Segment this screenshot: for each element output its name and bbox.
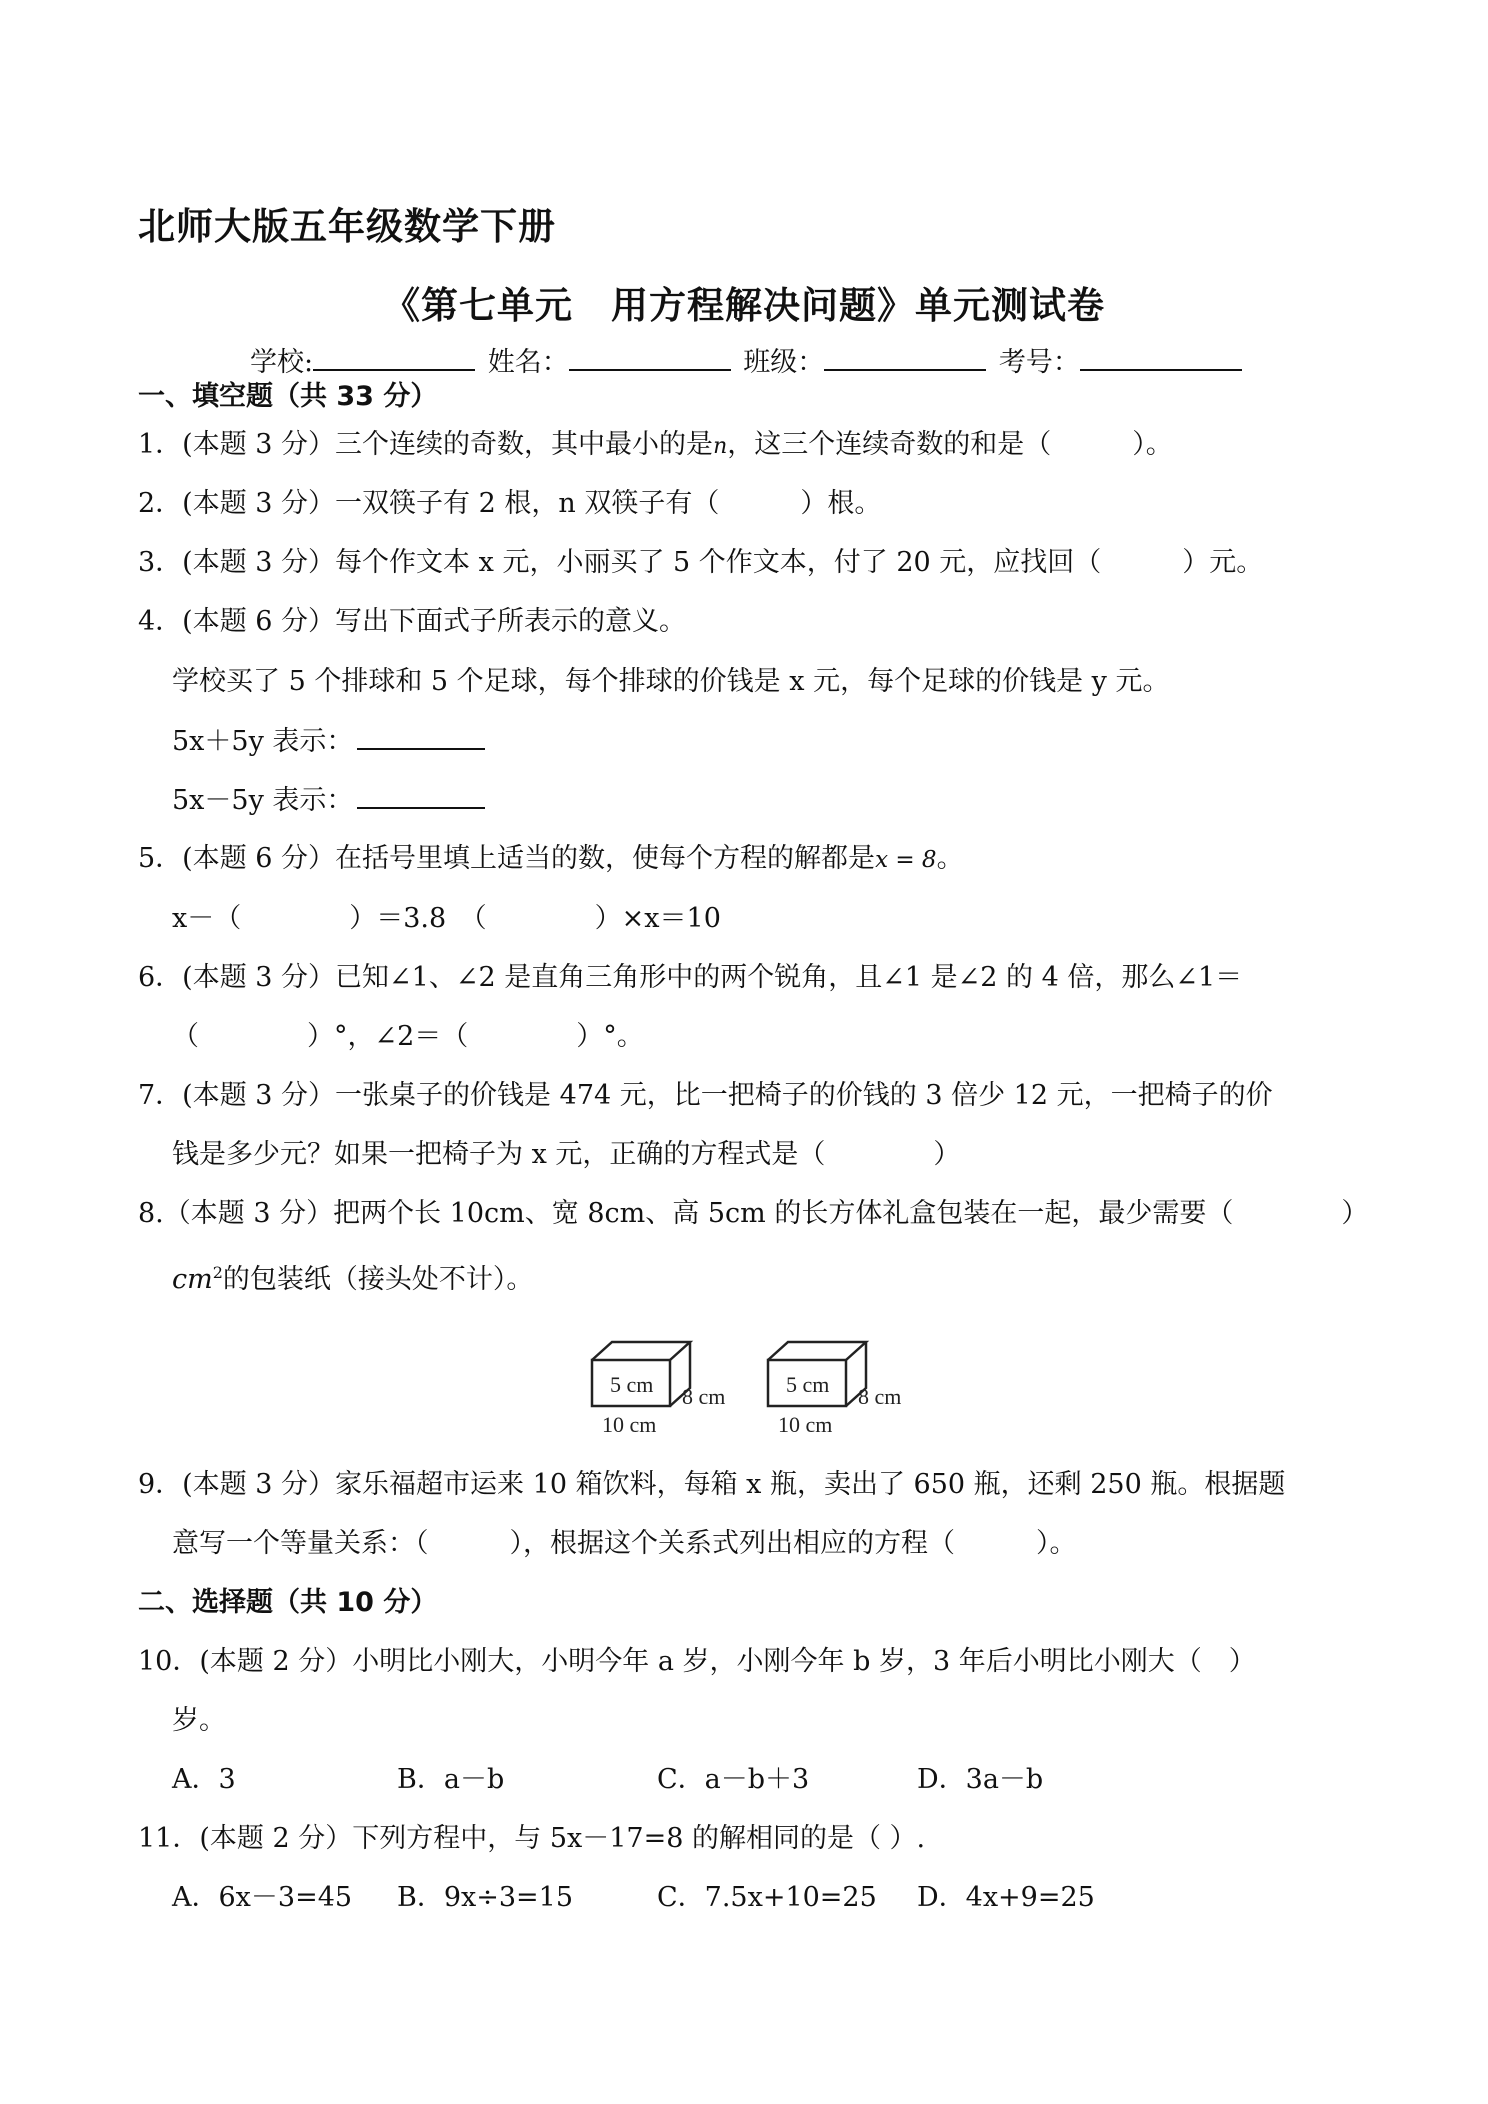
question-1 bbox=[138, 428, 1173, 464]
question-4-part-b-text: 5x－5y 表示： bbox=[172, 785, 354, 816]
question-5-equations: x－（ ）＝3.8 （ ）×x＝10 bbox=[172, 903, 721, 934]
question-4-part-a-text: 5x＋5y 表示： bbox=[172, 726, 354, 757]
gift-box-figure bbox=[580, 1320, 940, 1440]
question-1-tail: ，这三个连续奇数的和是（ ）。 bbox=[727, 429, 1173, 460]
question-10: 10．(本题 2 分）小明比小刚大，小明今年 a 岁，小刚今年 b 岁，3 年后小明比小刚大（ ） bbox=[138, 1646, 1256, 1677]
box2-width-label: 8 cm bbox=[858, 1384, 902, 1409]
question-11-option-a[interactable]: A．6x－3=45 bbox=[172, 1882, 353, 1913]
question-11-option-b[interactable]: B．9x÷3=15 bbox=[397, 1882, 574, 1913]
question-5-equation: x = 8 bbox=[875, 847, 937, 873]
box2-height-label: 5 cm bbox=[786, 1372, 830, 1397]
question-2: 2．(本题 3 分）一双筷子有 2 根，n 双筷子有（ ）根。 bbox=[138, 488, 882, 519]
question-8-unit: cm bbox=[172, 1264, 213, 1295]
question-11-option-d[interactable]: D．4x+9=25 bbox=[917, 1882, 1095, 1913]
question-1-var: n bbox=[713, 434, 728, 459]
question-5-tail: 。 bbox=[936, 843, 964, 874]
question-8-unit-exponent: 2 bbox=[212, 1263, 223, 1282]
question-10-line2: 岁。 bbox=[172, 1705, 226, 1736]
school-label: 学校: bbox=[250, 347, 314, 378]
question-8-line2-text: 的包装纸（接头处不计）。 bbox=[222, 1264, 534, 1295]
exam-no-label: 考号： bbox=[998, 347, 1080, 378]
question-11: 11．(本题 2 分）下列方程中，与 5x－17=8 的解相同的是（ ）. bbox=[138, 1823, 926, 1854]
box1-width-label: 8 cm bbox=[682, 1384, 726, 1409]
question-9-line2: 意写一个等量关系：（ ），根据这个关系式列出相应的方程（ ）。 bbox=[172, 1528, 1077, 1559]
question-6: 6．(本题 3 分）已知∠1、∠2 是直角三角形中的两个锐角，且∠1 是∠2 的 4 倍，那么∠1＝ bbox=[138, 962, 1243, 993]
question-4: 4．(本题 6 分）写出下面式子所表示的意义。 bbox=[138, 606, 687, 637]
question-11-options bbox=[172, 1881, 1095, 1915]
question-10-option-d[interactable]: D．3a－b bbox=[917, 1764, 1044, 1795]
question-10-option-c[interactable]: C．a－b＋3 bbox=[657, 1764, 810, 1795]
question-10-options bbox=[172, 1763, 1043, 1797]
class-label: 班级： bbox=[743, 347, 825, 378]
question-8-line2 bbox=[172, 1256, 533, 1297]
name-label: 姓名： bbox=[487, 347, 569, 378]
name-field[interactable] bbox=[569, 345, 731, 371]
question-6-line2: （ ）°，∠2＝（ ）°。 bbox=[172, 1021, 644, 1052]
question-4-part-b bbox=[172, 783, 485, 818]
box1-length-label: 10 cm bbox=[602, 1412, 657, 1437]
question-3: 3．(本题 3 分）每个作文本 x 元，小丽买了 5 个作文本，付了 20 元，应找回（ ）元。 bbox=[138, 547, 1264, 578]
question-9: 9．(本题 3 分）家乐福超市运来 10 箱饮料，每箱 x 瓶，卖出了 650 瓶，还剩 250 瓶。根据题 bbox=[138, 1469, 1286, 1500]
question-5 bbox=[138, 842, 964, 877]
question-4-part-a bbox=[172, 724, 485, 759]
question-4-part-b-answer[interactable] bbox=[357, 783, 485, 809]
question-5-text: 5．(本题 6 分）在括号里填上适当的数，使每个方程的解都是 bbox=[138, 843, 876, 874]
question-1-text: 1．(本题 3 分）三个连续的奇数，其中最小的是 bbox=[138, 429, 714, 460]
box2-length-label: 10 cm bbox=[778, 1412, 833, 1437]
exam-no-field[interactable] bbox=[1080, 345, 1242, 371]
question-4-part-a-answer[interactable] bbox=[357, 724, 485, 750]
school-field[interactable] bbox=[313, 345, 475, 371]
exam-title: 《第七单元 用方程解决问题》单元测试卷 bbox=[383, 284, 1105, 327]
question-7: 7．(本题 3 分）一张桌子的价钱是 474 元，比一把椅子的价钱的 3 倍少 12 元，一把椅子的价 bbox=[138, 1080, 1273, 1111]
textbook-title: 北师大版五年级数学下册 bbox=[138, 205, 556, 248]
question-7-line2: 钱是多少元？如果一把椅子为 x 元，正确的方程式是（ ） bbox=[172, 1139, 961, 1170]
question-4-description: 学校买了 5 个排球和 5 个足球，每个排球的价钱是 x 元，每个足球的价钱是 y 元。 bbox=[172, 666, 1170, 697]
class-field[interactable] bbox=[824, 345, 986, 371]
section-multiple-choice: 二、选择题（共 10 分） bbox=[138, 1587, 438, 1618]
question-10-option-b[interactable]: B．a－b bbox=[397, 1764, 505, 1795]
student-info-line bbox=[250, 340, 1246, 379]
box1-height-label: 5 cm bbox=[610, 1372, 654, 1397]
question-11-option-c[interactable]: C．7.5x+10=25 bbox=[657, 1882, 877, 1913]
section-fill-blank: 一、填空题（共 33 分） bbox=[138, 381, 438, 412]
question-8: 8.（本题 3 分）把两个长 10cm、宽 8cm、高 5cm 的长方体礼盒包装在一起，最少需要（ ） bbox=[138, 1198, 1369, 1229]
question-10-option-a[interactable]: A．3 bbox=[172, 1764, 236, 1795]
